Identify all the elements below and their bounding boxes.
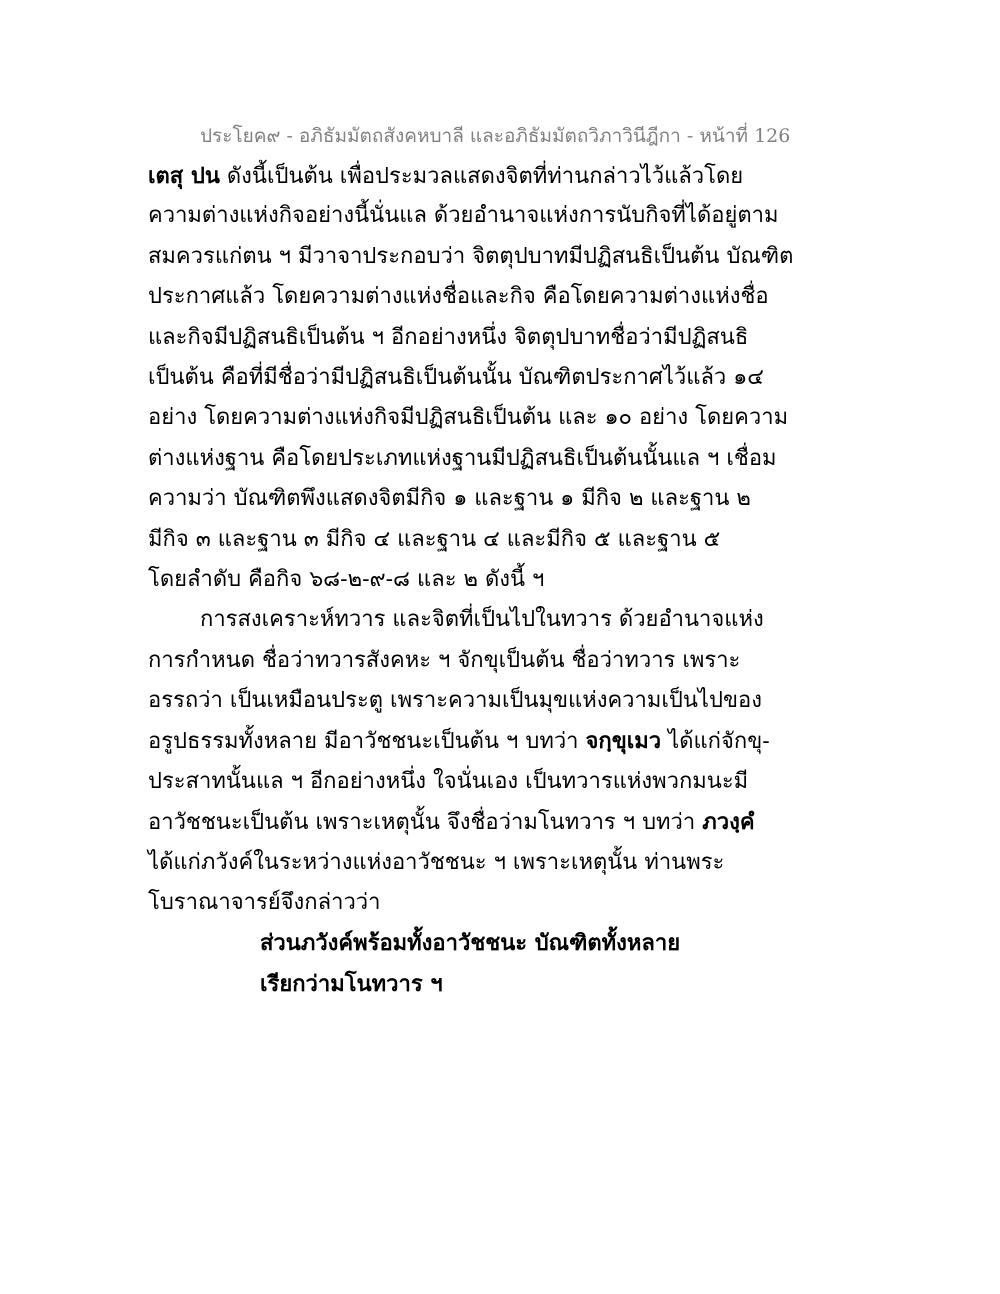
paragraph-1-line-1 <box>148 156 768 196</box>
paragraph-1-line-8: ต่างแห่งฐาน คือโดยประเภทแห่งฐานมีปฏิสนธิเป็นต้นนั้นแล ฯ เชื่อม <box>148 445 777 471</box>
paragraph-2-line-4-pre: อรูปธรรมทั้งหลาย มีอาวัชชนะเป็นต้น ฯ บทว่า <box>148 729 586 755</box>
paragraph-2-line-8: โบราณาจารย์จึงกล่าวว่า <box>148 890 381 916</box>
verse-line-2: เรียกว่ามโนทวาร ฯ <box>260 970 443 997</box>
paragraph-2-line-6-pre: อาวัชชนะเป็นต้น เพราะเหตุนั้น จึงชื่อว่ามโนทวาร ฯ บทว่า <box>148 810 703 836</box>
paragraph-1-line-10: มีกิจ ๓ และฐาน ๓ มีกิจ ๔ และฐาน ๔ และมีกิจ ๕ และฐาน ๕ <box>148 526 721 552</box>
paragraph-1-line-5: และกิจมีปฏิสนธิเป็นต้น ฯ อีกอย่างหนึ่ง จิตตุปบาทชื่อว่ามีปฏิสนธิ <box>148 324 749 350</box>
verse-line-1: ส่วนภวังค์พร้อมทั้งอาวัชชนะ บัณฑิตทั้งหลาย <box>260 930 681 957</box>
paragraph-2-line-3: อรรถว่า เป็นเหมือนประตู เพราะความเป็นมุขแห่งความเป็นไปของ <box>148 688 762 714</box>
paragraph-2-line-7: ได้แก่ภวังค์ในระหว่างแห่งอาวัชชนะ ฯ เพราะเหตุนั้น ท่านพระ <box>148 849 725 875</box>
paragraph-1-line-3: สมควรแก่ตน ฯ มีวาจาประกอบว่า จิตตุปบาทมีปฏิสนธิเป็นต้น บัณฑิต <box>148 243 794 269</box>
page-header: ประโยค๙ - อภิธัมมัตถสังคหบาลี และอภิธัมมัตถวิภาวินีฎีกา - หน้าที่ 126 <box>200 125 791 147</box>
pali-term-cakkhumeva: จกฺขุเมว <box>585 728 662 755</box>
paragraph-2-line-4 <box>148 721 768 761</box>
paragraph-1-line-1-text: ดังนี้เป็นต้น เพื่อประมวลแสดงจิตที่ท่านกล่าวไว้แล้วโดย <box>219 164 744 189</box>
paragraph-1-line-6: เป็นต้น คือที่มีชื่อว่ามีปฏิสนธิเป็นต้นนั้น บัณฑิตประกาศไว้แล้ว ๑๔ <box>148 364 764 390</box>
paragraph-1-line-4: ประกาศแล้ว โดยความต่างแห่งชื่อและกิจ คือโดยความต่างแห่งชื่อ <box>148 284 769 310</box>
paragraph-1-line-2: ความต่างแห่งกิจอย่างนี้นั่นแล ด้วยอำนาจแห่งการนับกิจที่ได้อยู่ตาม <box>148 203 779 229</box>
pali-term-tesu-pana: เตสุ ปน <box>148 163 220 189</box>
paragraph-1-line-7: อย่าง โดยความต่างแห่งกิจมีปฏิสนธิเป็นต้น และ ๑๐ อย่าง โดยความ <box>148 405 789 431</box>
body-text <box>148 156 794 1004</box>
paragraph-2-line-2: การกำหนด ชื่อว่าทวารสังคหะ ฯ จักขุเป็นต้น ชื่อว่าทวาร เพราะ <box>148 647 741 673</box>
paragraph-2-line-1: การสงเคราะห์ทวาร และจิตที่เป็นไปในทวาร ด้วยอำนาจแห่ง <box>200 607 764 633</box>
paragraph-2-line-6 <box>148 802 768 842</box>
paragraph-1-line-9: ความว่า บัณฑิตพึงแสดงจิตมีกิจ ๑ และฐาน ๑ มีกิจ ๒ และฐาน ๒ <box>148 486 751 512</box>
paragraph-2-line-4-post: ได้แก่จักขุ- <box>661 729 770 755</box>
paragraph-1-line-11: โดยลำดับ คือกิจ ๖๘-๒-๙-๘ และ ๒ ดังนี้ ฯ <box>148 566 545 592</box>
paragraph-2-line-5: ประสาทนั้นแล ฯ อีกอย่างหนึ่ง ใจนั่นเอง เป็นทวารแห่งพวกมนะมี <box>148 768 749 794</box>
pali-term-bhavangam: ภวงฺคํ <box>702 809 755 836</box>
